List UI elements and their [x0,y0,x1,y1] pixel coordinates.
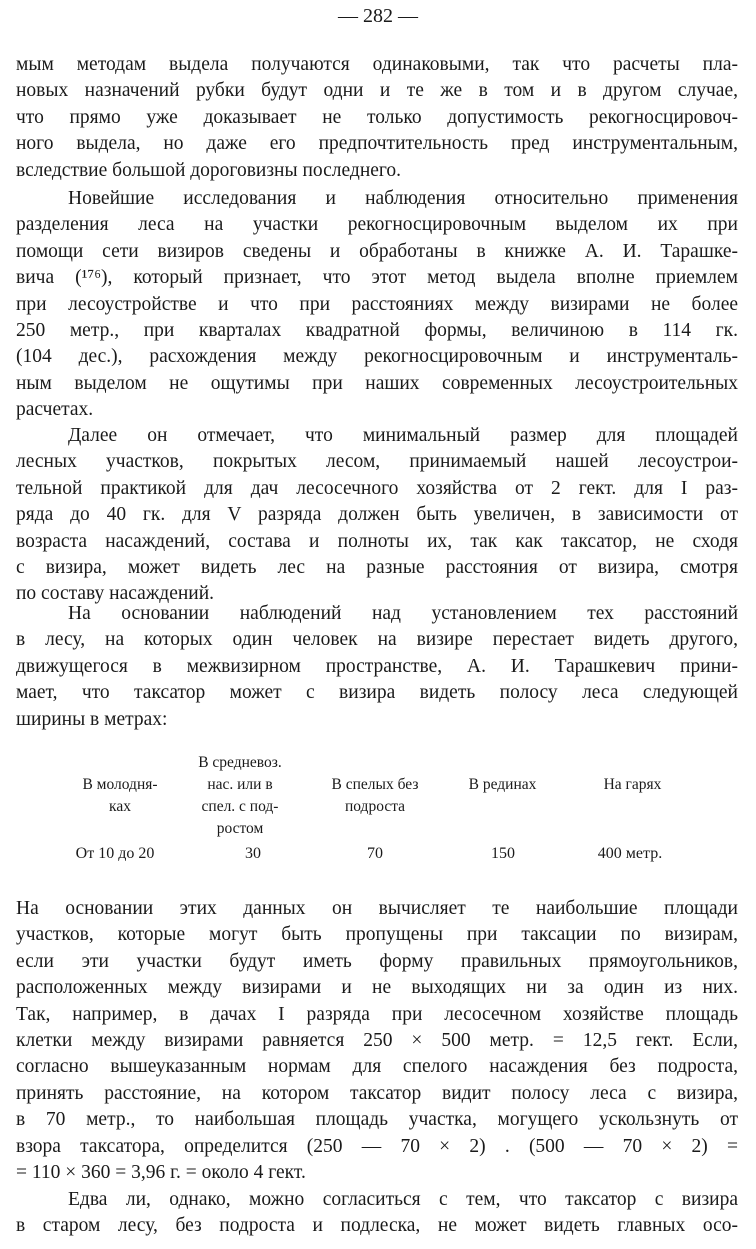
paragraph-5 [16,896,738,1186]
table-cell: 400 метр. [597,845,663,862]
table-cell: 70 [367,845,383,862]
text-line: возраста насаждений, состава и полноты их, так как таксатор, не сходя [16,530,738,552]
text-line: Так, например, в дачах I разряда при лесосечном хозяйстве площадь [16,1003,738,1025]
paragraph-4 [16,601,738,733]
text-line: расчетах. [16,399,94,421]
text-line: если эти участки будут иметь форму правильных прямоугольников, [16,950,738,972]
text-line: ным выделом не ощутимы при наших современных лесоустроительных [16,372,738,394]
text-line: лесных участков, покрытых лесом, принимаемый нашей лесоустрои- [16,451,738,473]
text-line: взора таксатора, определится (250 — 70 × 2) . (500 — 70 × 2) = [16,1135,738,1157]
page-number: — 282 — [338,5,418,27]
table-header-middle-aged: В средневоз. нас. или в спел. с под- ростом [198,754,282,837]
text-line: тельной практикой для дач лесосечного хозяйства от 2 гект. для I раз- [16,477,738,499]
table-header-mature-no-undergrowth: В спелых без подроста [331,776,419,815]
text-line: ряда до 40 гк. для V разряда должен быть увеличен, в зависимости от [16,504,738,526]
text-line: Далее он отмечает, что минимальный размер для площадей [68,425,738,446]
text-line: ного выдела, но даже его предпочтительность пред инструментальным, [16,133,738,155]
text-line: Едва ли, однако, можно согласиться с тем, что таксатор с визира [68,1189,738,1210]
text-line: согласно вышеуказанным нормам для спелого насаждения без подроста, [16,1056,738,1078]
text-line: принять расстояние, на котором таксатор видит полосу леса с визира, [16,1082,738,1104]
text-line: в лесу, на которых один человек на визире перестает видеть другого, [16,629,738,651]
text-line: движущегося в межвизирном пространстве, А. И. Тарашкевич прини- [16,655,738,677]
text-line: что прямо уже доказывает не только допустимость рекогносцировоч- [16,106,738,128]
text-line: = 110 × 360 = 3,96 г. = около 4 гект. [16,1162,306,1184]
text-line: клетки между визирами равняется 250 × 500 метр. = 12,5 гект. Если, [16,1030,738,1052]
paragraph-1 [16,52,738,184]
text-line: по составу насаждений. [16,583,215,605]
text-line: в старом лесу, без подроста и подлеска, не может видеть главных осо- [16,1215,738,1237]
text-line: На основании этих данных он вычисляет те наибольшие площади [16,898,738,919]
paragraph-3 [16,423,738,608]
text-line: вследствие большой дороговизны последнего. [16,159,402,181]
text-line: мает, что таксатор может с визира видеть полосу леса следующей [16,682,738,704]
text-line: участков, которые могут быть пропущены при таксации по визирам, [16,924,738,946]
table-cell: От 10 до 20 [75,845,155,862]
visibility-distance-table [0,752,756,864]
text-line: разделения леса на участки рекогносцировочным выделом их при [16,214,738,236]
table-header-open-stands: В рединах [468,776,537,793]
text-line: новых назначений рубки будут одни и те же в том и в другом случае, [16,80,738,102]
paragraph-6 [16,1187,738,1240]
text-line: вича (¹⁷⁶), который признает, что этот метод выдела вполне приемлем [16,267,738,289]
text-line: (104 дес.), расхождения между рекогносцировочным и инструменталь- [16,346,738,368]
table-cell: 30 [245,845,261,862]
text-line: расположенных между визирами и не выходящих ни за один из них. [16,977,738,999]
text-line: помощи сети визиров сведены и обработаны в книжке А. И. Тарашке- [16,240,738,262]
text-line: мым методам выдела получаются одинаковыми, так что расчеты пла- [16,54,738,75]
text-line: 250 метр., при кварталах квадратной формы, величиною в 114 гк. [16,320,738,342]
text-line: ширины в метрах: [16,708,168,730]
paragraph-2 [16,186,738,424]
table-header-young-stands: В молодня- ках [82,776,158,815]
text-line: в 70 метр., то наибольшая площадь участка, могущего ускользнуть от [16,1109,738,1131]
text-line: при лесоустройстве и что при расстояниях между визирами не более [16,293,738,315]
table-header-burnt-areas: На гарях [603,776,662,793]
text-line: с визира, может видеть лес на разные расстояния от визира, смотря [16,557,738,579]
text-line: Новейшие исследования и наблюдения относительно применения [68,188,738,209]
text-line: На основании наблюдений над установлением тех расстояний [68,603,738,624]
table-cell: 150 [491,845,515,862]
